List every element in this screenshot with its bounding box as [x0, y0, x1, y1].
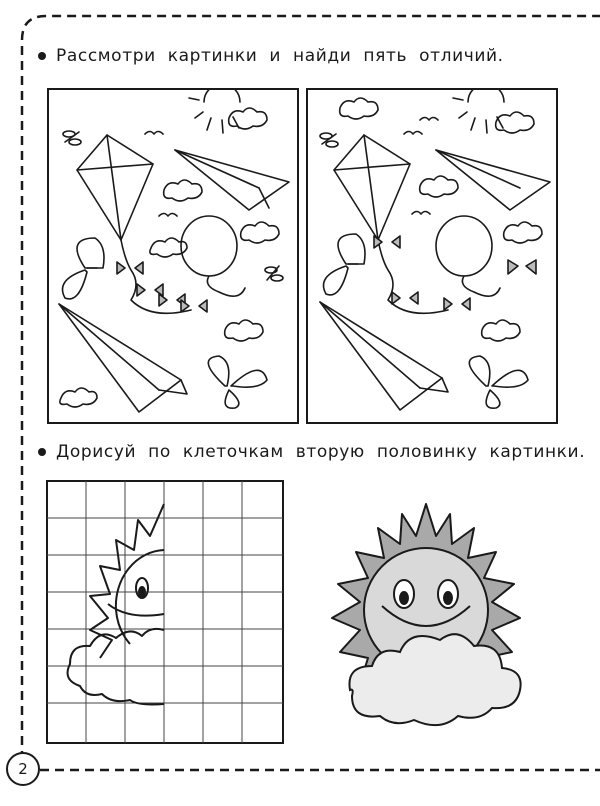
cloud-icon	[241, 222, 279, 243]
drawing-grid[interactable]	[46, 480, 284, 744]
bird-icon	[420, 118, 438, 121]
task-text: Дорисуй по клеточкам вторую половинку картинки.	[56, 442, 586, 462]
paper-plane-icon	[175, 150, 289, 210]
butterfly-icon	[508, 260, 536, 274]
page-number-text: 2	[18, 760, 28, 778]
cloud-icon	[482, 320, 520, 341]
picture-right[interactable]	[306, 88, 558, 424]
kite-icon	[334, 135, 448, 313]
cloud-icon	[504, 222, 542, 243]
bullet	[38, 448, 46, 456]
butterfly-icon	[469, 356, 528, 408]
dragonfly-icon	[63, 131, 81, 145]
cloud-icon	[164, 180, 202, 201]
dragonfly-icon	[320, 133, 338, 147]
cloud-icon	[420, 176, 458, 197]
picture-left[interactable]	[47, 88, 299, 424]
butterfly-icon	[324, 234, 366, 295]
bullet	[38, 52, 46, 60]
balloon-icon	[436, 216, 500, 296]
balloon-icon	[181, 216, 245, 296]
sun-sample	[320, 498, 532, 744]
butterfly-icon	[63, 238, 105, 299]
task-text: Рассмотри картинки и найди пять отличий.	[56, 46, 504, 66]
paper-plane-icon	[59, 304, 187, 412]
cloud-icon	[60, 388, 97, 407]
cloud-icon	[340, 98, 378, 119]
bird-icon	[412, 212, 430, 215]
paper-plane-icon	[320, 302, 448, 410]
butterfly-icon	[208, 356, 267, 408]
page-number	[6, 752, 40, 786]
dragonfly-icon	[265, 266, 283, 281]
bird-icon	[145, 132, 163, 135]
task-draw-half	[38, 442, 585, 462]
scene-left	[49, 90, 297, 422]
bow-icon	[392, 292, 418, 304]
task-find-differences	[38, 46, 504, 66]
bow-icon	[444, 298, 470, 310]
bird-icon	[404, 132, 422, 135]
cloud-icon	[496, 112, 534, 133]
kite-icon	[77, 135, 191, 313]
bird-icon	[159, 214, 177, 217]
cloud-icon	[225, 320, 263, 341]
scene-right	[308, 90, 556, 422]
